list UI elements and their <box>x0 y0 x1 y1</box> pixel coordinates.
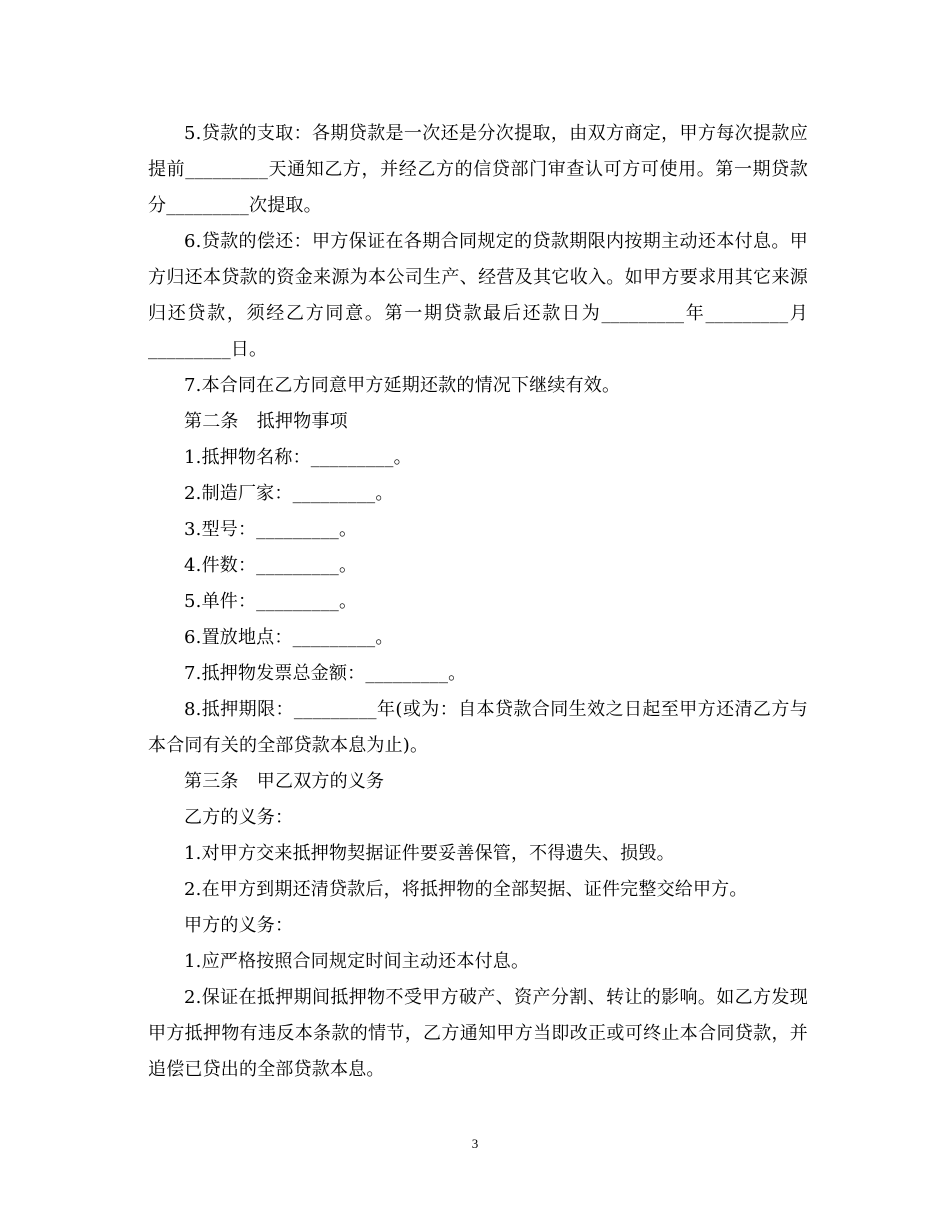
party-a-obligation-1: 1.应严格按照合同规定时间主动还本付息。 <box>184 951 530 972</box>
party-a-obligation-2: 2.保证在抵押期间抵押物不受甲方破产、资产分割、转让的影响。如乙方发现甲方抵押物有违反本条款的情节，乙方通知甲方当即改正或可终止本合同贷款，并追偿已贷出的全部贷款本息。 <box>148 987 808 1080</box>
section-heading-collateral: 第二条 抵押物事项 <box>184 411 348 432</box>
document-body <box>148 116 808 1088</box>
collateral-invoice-total: 7.抵押物发票总金额：_________。 <box>184 663 467 684</box>
section-heading-obligations: 第三条 甲乙双方的义务 <box>184 771 385 792</box>
party-b-obligation-1: 1.对甲方交来抵押物契据证件要妥善保管，不得遗失、损毁。 <box>184 843 675 864</box>
collateral-quantity: 4.件数：_________。 <box>184 555 358 576</box>
collateral-model: 3.型号：_________。 <box>184 519 358 540</box>
collateral-location: 6.置放地点：_________。 <box>184 627 394 648</box>
party-b-obligation-2: 2.在甲方到期还清贷款后，将抵押物的全部契据、证件完整交给甲方。 <box>184 879 748 900</box>
collateral-name: 1.抵押物名称：_________。 <box>184 447 412 468</box>
collateral-unit: 5.单件：_________。 <box>184 591 358 612</box>
party-a-obligations-heading: 甲方的义务： <box>184 915 294 936</box>
party-b-obligations-heading: 乙方的义务： <box>184 807 294 828</box>
collateral-manufacturer: 2.制造厂家：_________。 <box>184 483 394 504</box>
page-number: 3 <box>471 1136 479 1151</box>
collateral-term: 8.抵押期限：_________年(或为：自本贷款合同生效之日起至甲方还清乙方与本合同有关的全部贷款本息为止)。 <box>148 699 808 756</box>
paragraph-repayment: 6.贷款的偿还：甲方保证在各期合同规定的贷款期限内按期主动还本付息。甲方归还本贷款的资金来源为本公司生产、经营及其它收入。如甲方要求用其它来源归还贷款，须经乙方同意。第一期贷款最后还款日为_________年_________月_________日。 <box>148 231 808 360</box>
paragraph-withdrawal: 5.贷款的支取：各期贷款是一次还是分次提取，由双方商定，甲方每次提款应提前_________天通知乙方，并经乙方的信贷部门审查认可方可使用。第一期贷款分_________次提取。 <box>148 123 808 216</box>
paragraph-extension: 7.本合同在乙方同意甲方延期还款的情况下继续有效。 <box>184 375 621 396</box>
